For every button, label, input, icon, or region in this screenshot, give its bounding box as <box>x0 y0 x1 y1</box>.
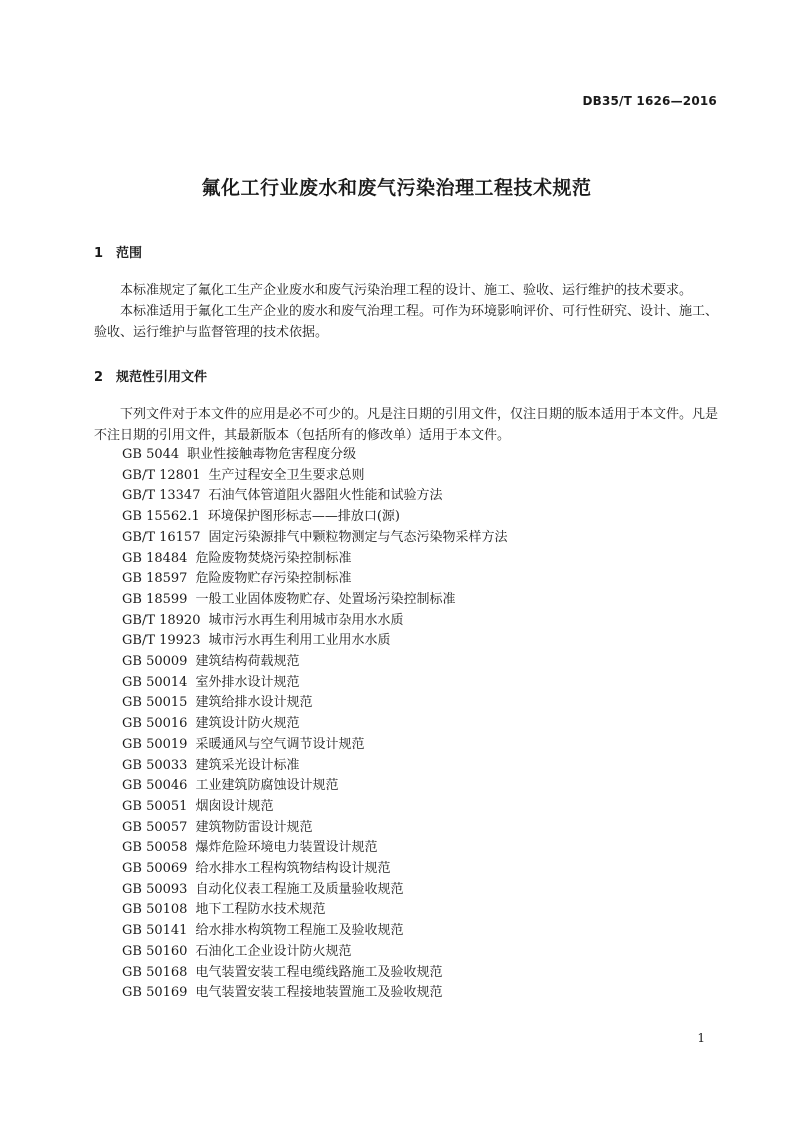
reference-title: 石油化工企业设计防火规范 <box>195 943 352 959</box>
reference-title: 固定污染源排气中颗粒物测定与气态污染物采样方法 <box>208 529 508 545</box>
reference-title: 采暖通风与空气调节设计规范 <box>195 736 365 752</box>
document-code: DB35/T 1626—2016 <box>582 94 717 108</box>
reference-code: GB 50069 <box>122 861 188 877</box>
reference-item <box>122 797 508 818</box>
reference-code: GB 50009 <box>122 654 188 670</box>
references-intro-paragraph: 下列文件对于本文件的应用是必不可少的。凡是注日期的引用文件，仅注日期的版本适用于本文件。凡是不注日期的引用文件，其最新版本（包括所有的修改单）适用于本文件。 <box>94 407 719 443</box>
reference-code: GB 5044 <box>122 447 180 462</box>
reference-item <box>122 549 508 570</box>
reference-item <box>122 921 508 942</box>
reference-code: GB/T 12801 <box>122 467 201 483</box>
reference-code: GB 18484 <box>122 550 188 566</box>
reference-item <box>122 942 508 963</box>
reference-code: GB/T 16157 <box>122 529 201 545</box>
reference-title: 电气装置安装工程电缆线路施工及验收规范 <box>195 964 443 980</box>
reference-code: GB 50093 <box>122 881 188 897</box>
reference-item <box>122 859 508 880</box>
reference-title: 给水排水构筑物工程施工及验收规范 <box>195 923 404 939</box>
reference-title: 一般工业固体废物贮存、处置场污染控制标准 <box>195 591 456 607</box>
reference-item <box>122 569 508 590</box>
reference-title: 自动化仪表工程施工及质量验收规范 <box>195 881 404 897</box>
reference-item <box>122 880 508 901</box>
reference-item <box>122 693 508 714</box>
reference-code: GB/T 19923 <box>122 633 201 649</box>
reference-title: 危险废物贮存污染控制标准 <box>195 571 352 587</box>
reference-item <box>122 900 508 921</box>
reference-item <box>122 838 508 859</box>
scope-paragraph-1: 本标准规定了氟化工生产企业废水和废气污染治理工程的设计、施工、验收、运行维护的技术要求。 <box>120 283 693 298</box>
reference-title: 建筑物防雷设计规范 <box>195 819 313 835</box>
reference-code: GB 50033 <box>122 757 188 773</box>
scope-paragraph-2: 本标准适用于氟化工生产企业的废水和废气治理工程。可作为环境影响评价、可行性研究、设计、施工、验收、运行维护与监督管理的技术依据。 <box>94 304 719 340</box>
reference-title: 电气装置安装工程接地装置施工及验收规范 <box>195 985 443 1001</box>
reference-code: GB 50019 <box>122 736 188 752</box>
reference-title: 建筑设计防火规范 <box>195 716 300 732</box>
section-number: 1 <box>94 246 104 261</box>
reference-item <box>122 714 508 735</box>
reference-code: GB 18597 <box>122 571 188 587</box>
reference-code: GB 15562.1 <box>122 509 200 525</box>
reference-title: 给水排水工程构筑物结构设计规范 <box>195 861 391 877</box>
reference-title: 爆炸危险环境电力装置设计规范 <box>195 840 378 856</box>
reference-title: 危险废物焚烧污染控制标准 <box>195 550 352 566</box>
reference-title: 工业建筑防腐蚀设计规范 <box>195 778 339 794</box>
reference-code: GB 50057 <box>122 819 188 835</box>
reference-item <box>122 673 508 694</box>
reference-item <box>122 611 508 632</box>
reference-item <box>122 735 508 756</box>
reference-code: GB 50160 <box>122 943 188 959</box>
reference-item <box>122 466 508 487</box>
reference-code: GB/T 13347 <box>122 488 201 504</box>
reference-title: 室外排水设计规范 <box>195 674 300 690</box>
reference-item <box>122 445 508 466</box>
reference-item <box>122 631 508 652</box>
reference-item <box>122 776 508 797</box>
section-number: 2 <box>94 370 104 385</box>
reference-title: 建筑采光设计标准 <box>195 757 300 773</box>
reference-title: 城市污水再生利用城市杂用水水质 <box>208 612 404 628</box>
page-number: 1 <box>697 1031 705 1045</box>
reference-title: 石油气体管道阻火器阻火性能和试验方法 <box>208 488 443 504</box>
reference-title: 地下工程防水技术规范 <box>195 902 326 918</box>
section-title: 范围 <box>116 246 143 261</box>
reference-item <box>122 528 508 549</box>
reference-item <box>122 818 508 839</box>
reference-title: 建筑给排水设计规范 <box>195 695 313 711</box>
reference-code: GB 50141 <box>122 923 188 939</box>
reference-code: GB 50015 <box>122 695 188 711</box>
section-heading-scope <box>94 242 142 261</box>
reference-item <box>122 983 508 1004</box>
reference-item <box>122 652 508 673</box>
reference-code: GB 50051 <box>122 798 188 814</box>
reference-list <box>122 445 508 1004</box>
reference-code: GB 50058 <box>122 840 188 856</box>
reference-item <box>122 756 508 777</box>
reference-item <box>122 963 508 984</box>
reference-code: GB 50168 <box>122 964 188 980</box>
document-title: 氟化工行业废水和废气污染治理工程技术规范 <box>201 177 592 199</box>
reference-title: 城市污水再生利用工业用水水质 <box>208 633 391 649</box>
reference-code: GB 18599 <box>122 591 188 607</box>
reference-code: GB/T 18920 <box>122 612 201 628</box>
reference-title: 建筑结构荷载规范 <box>195 654 300 670</box>
reference-title: 环境保护图形标志——排放口(源) <box>207 509 400 525</box>
reference-code: GB 50169 <box>122 985 188 1001</box>
reference-title: 生产过程安全卫生要求总则 <box>208 467 365 483</box>
reference-title: 烟囱设计规范 <box>195 798 274 814</box>
reference-item <box>122 590 508 611</box>
reference-item <box>122 486 508 507</box>
reference-code: GB 50016 <box>122 716 188 732</box>
section-heading-normative-references <box>94 366 207 385</box>
reference-title: 职业性接触毒物危害程度分级 <box>187 447 357 462</box>
reference-code: GB 50014 <box>122 674 188 690</box>
reference-item <box>122 507 508 528</box>
reference-code: GB 50108 <box>122 902 188 918</box>
section-title: 规范性引用文件 <box>116 370 208 385</box>
reference-code: GB 50046 <box>122 778 188 794</box>
